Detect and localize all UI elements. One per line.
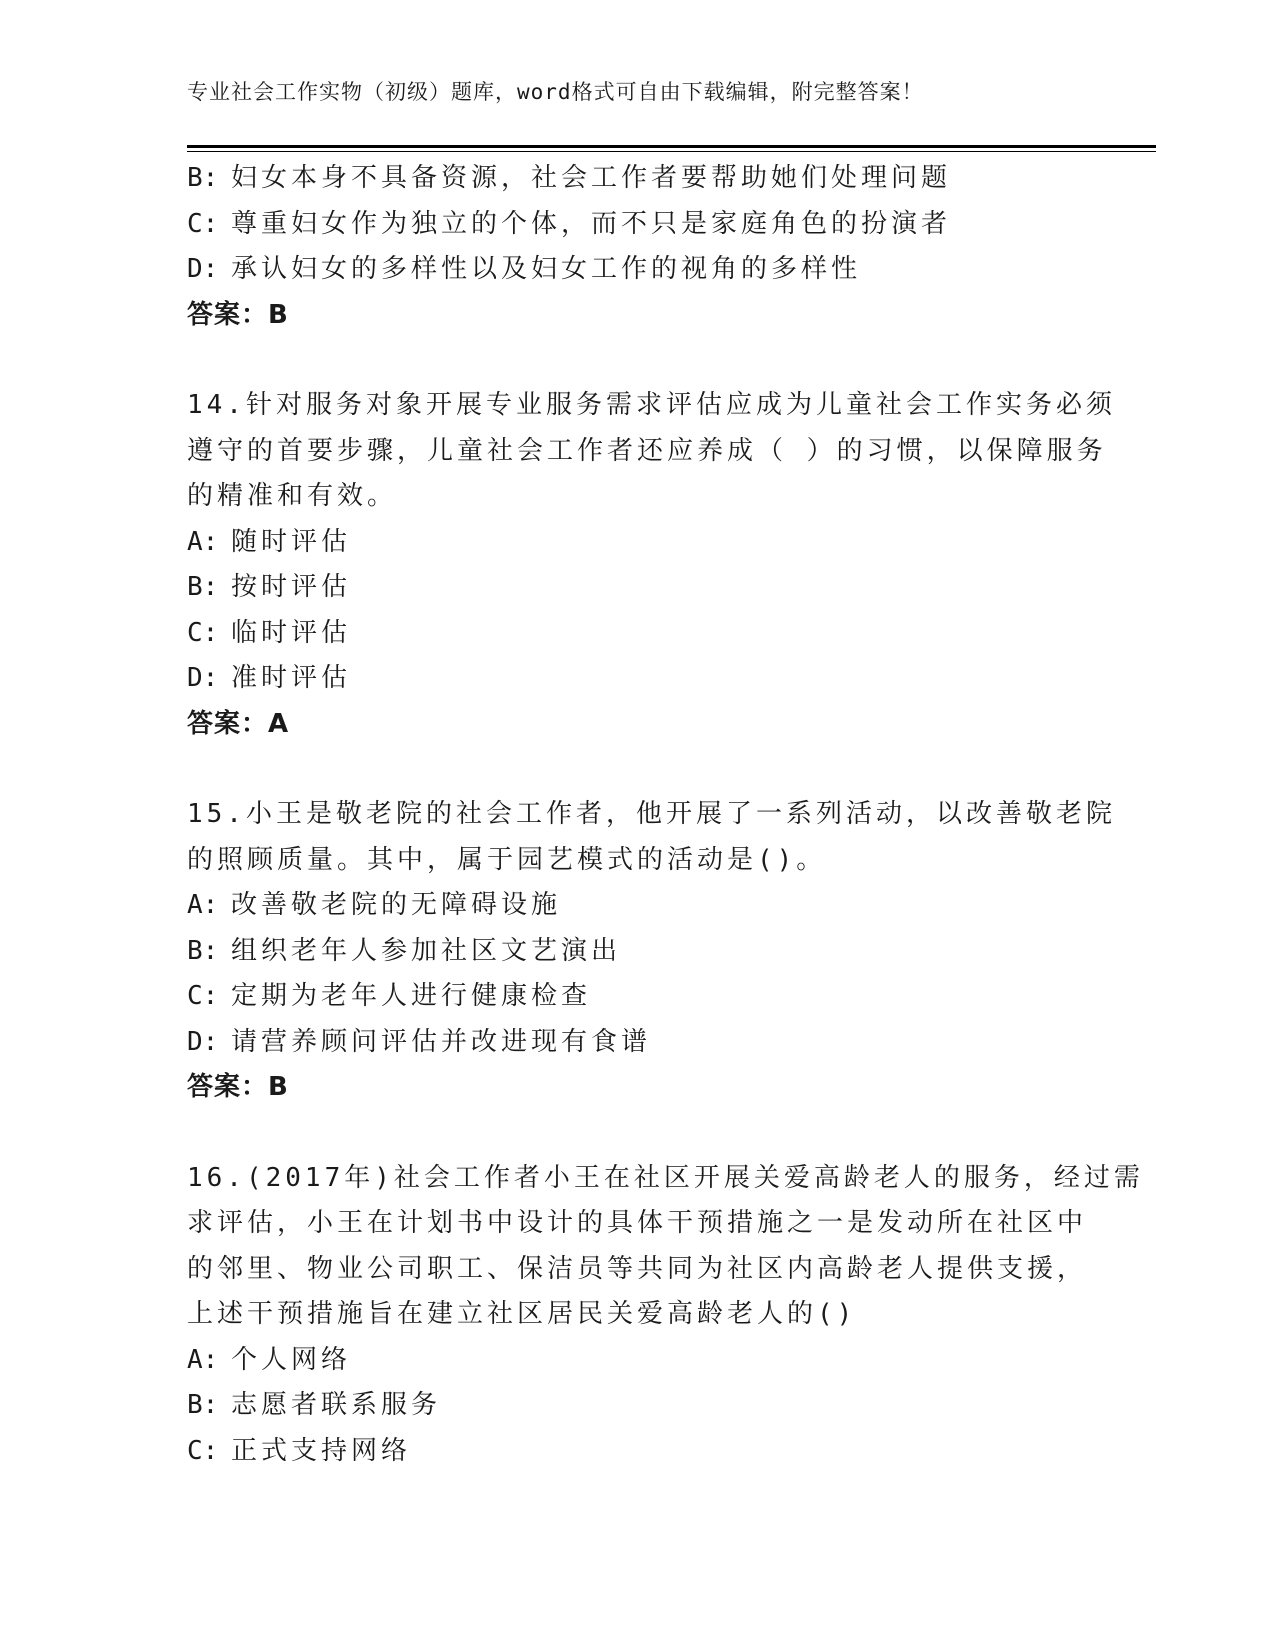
option-text: 妇女本身不具备资源，社会工作者要帮助她们处理问题 — [231, 163, 952, 193]
option-d — [187, 247, 1087, 293]
question-text: 的精准和有效。 — [187, 481, 398, 511]
option-letter: B: — [187, 572, 219, 602]
question-content — [187, 156, 1144, 1474]
option-d — [187, 1020, 1087, 1066]
option-c — [187, 202, 1087, 248]
answer-line: 答案：B — [187, 299, 289, 330]
option-letter: A: — [187, 526, 219, 557]
option-a — [187, 1338, 1087, 1384]
option-b — [187, 1383, 1087, 1429]
question-15 — [187, 792, 1116, 1111]
question-text: 15.小王是敬老院的社会工作者，他开展了一系列活动，以改善敬老院 — [187, 799, 1116, 829]
question-text: 的照顾质量。其中，属于园艺模式的活动是()。 — [187, 844, 827, 875]
option-text: 按时评估 — [231, 572, 352, 602]
option-letter: A: — [187, 1344, 219, 1375]
option-letter: B: — [187, 1390, 219, 1420]
option-text: 个人网络 — [231, 1344, 352, 1375]
option-text: 请营养顾问评估并改进现有食谱 — [231, 1026, 652, 1057]
option-letter: C: — [187, 208, 219, 239]
option-letter: D: — [187, 663, 219, 693]
option-b — [187, 929, 1087, 975]
question-text: 遵守的首要步骤，儿童社会工作者还应养成（ ）的习惯，以保障服务 — [187, 435, 1107, 466]
question-text: 14.针对服务对象开展专业服务需求评估应成为儿童社会工作实务必须 — [187, 390, 1116, 420]
option-a — [187, 883, 1087, 929]
option-letter: B: — [187, 935, 219, 966]
option-text: 改善敬老院的无障碍设施 — [231, 890, 562, 920]
option-d — [187, 656, 1087, 702]
question-text: 的邻里、物业公司职工、保洁员等共同为社区内高龄老人提供支援， — [187, 1253, 1088, 1284]
answer-line: 答案：B — [187, 1072, 289, 1102]
option-a — [187, 520, 1087, 566]
question-text: 上述干预措施旨在建立社区居民关爱高龄老人的() — [187, 1299, 857, 1329]
option-letter: C: — [187, 1435, 219, 1466]
option-c — [187, 611, 1087, 657]
option-c — [187, 1429, 1087, 1475]
option-letter: C: — [187, 981, 219, 1011]
option-text: 正式支持网络 — [231, 1435, 412, 1466]
question-text: 求评估，小王在计划书中设计的具体干预措施之一是发动所在社区中 — [187, 1208, 1088, 1238]
option-text: 尊重妇女作为独立的个体，而不只是家庭角色的扮演者 — [231, 208, 952, 239]
option-letter: D: — [187, 254, 219, 284]
option-letter: B: — [187, 163, 219, 193]
option-c — [187, 974, 1087, 1020]
option-text: 随时评估 — [231, 526, 352, 557]
option-b — [187, 565, 1087, 611]
option-letter: A: — [187, 890, 219, 920]
option-text: 承认妇女的多样性以及妇女工作的视角的多样性 — [231, 254, 862, 284]
spacer — [187, 747, 1087, 792]
question-16 — [187, 1156, 1144, 1475]
option-text: 准时评估 — [231, 663, 352, 693]
header-rule-thin — [187, 151, 1156, 152]
option-text: 组织老年人参加社区文艺演出 — [231, 935, 622, 966]
header-rule-thick — [187, 145, 1156, 148]
answer-line: 答案：A — [187, 708, 290, 739]
option-text: 临时评估 — [231, 617, 352, 648]
option-letter: C: — [187, 617, 219, 648]
question-text: 16.(2017年)社会工作者小王在社区开展关爱高龄老人的服务，经过需 — [187, 1162, 1144, 1193]
option-letter: D: — [187, 1026, 219, 1057]
option-text: 志愿者联系服务 — [231, 1390, 442, 1420]
spacer — [187, 338, 1087, 383]
option-text: 定期为老年人进行健康检查 — [231, 981, 592, 1011]
prev-question — [187, 156, 1087, 338]
option-b — [187, 156, 1087, 202]
spacer — [187, 1111, 1087, 1156]
question-14 — [187, 383, 1116, 747]
page-header: 专业社会工作实物（初级）题库，word格式可自由下载编辑，附完整答案！ — [187, 80, 924, 104]
